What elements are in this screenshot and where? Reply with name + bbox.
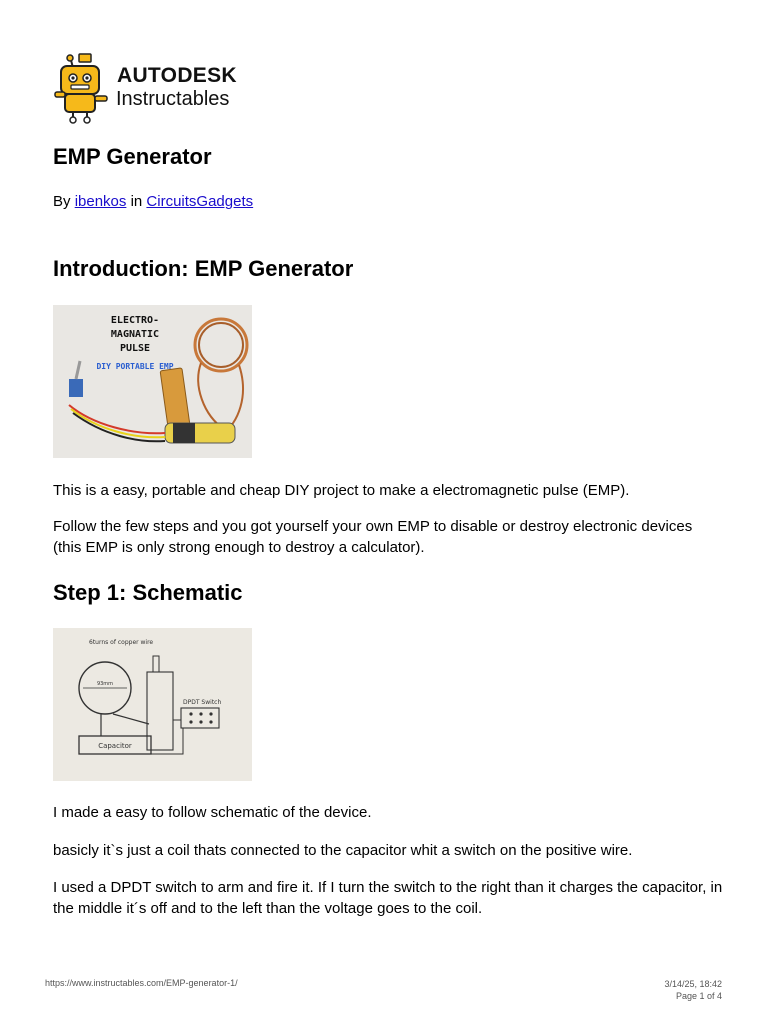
intro-paragraph-2: Follow the few steps and you got yourself your own EMP to disable or destroy electronic devices (this EMP is only strong enough to destroy a calculator).	[53, 518, 693, 556]
brand-autodesk: AUTODESK	[117, 64, 237, 87]
author-link[interactable]: ibenkos	[74, 193, 127, 210]
intro-heading: Introduction: EMP Generator	[53, 256, 354, 281]
intro-photo-text-2: MAGNATIC	[110, 329, 160, 340]
byline	[53, 193, 253, 210]
schematic-switch-label: DPDT Switch	[183, 699, 222, 706]
byline-in: in	[130, 193, 143, 210]
step1-paragraph-2: basicly it`s just a coil thats connected to the capacitor whit a switch on the positive wire.	[53, 842, 633, 859]
instructables-robot-logo[interactable]	[51, 52, 123, 124]
intro-photo-text-4: DIY PORTABLE EMP	[96, 362, 174, 371]
step1-schematic-image	[53, 628, 252, 781]
intro-photo-text-3: PULSE	[119, 343, 151, 354]
schematic-capacitor-label: Capacitor	[98, 742, 132, 750]
category-link[interactable]: CircuitsGadgets	[146, 193, 254, 210]
intro-photo-emp-device	[53, 305, 252, 458]
schematic-diameter-label: 93mm	[96, 681, 114, 687]
footer-url: https://www.instructables.com/EMP-generator-1/	[45, 978, 238, 988]
page-title: EMP Generator	[53, 144, 212, 169]
step1-paragraph-3: I used a DPDT switch to arm and fire it. If I turn the switch to the right than it charges the capacitor, in the middle it´s off and to the left than the voltage goes to the coil.	[53, 879, 723, 917]
intro-photo-text-1: ELECTRO-	[110, 315, 160, 326]
footer-datetime: 3/14/25, 18:42	[664, 979, 722, 989]
byline-by: By	[53, 193, 71, 210]
step1-paragraph-1: I made a easy to follow schematic of the device.	[53, 804, 372, 821]
step1-heading: Step 1: Schematic	[53, 580, 243, 605]
brand-instructables: Instructables	[116, 88, 230, 110]
footer-page-number: Page 1 of 4	[675, 991, 722, 1001]
schematic-coil-label: 6turns of copper wire	[89, 639, 154, 646]
footer-meta	[664, 978, 722, 1002]
intro-paragraph-1: This is a easy, portable and cheap DIY project to make a electromagnetic pulse (EMP).	[53, 482, 630, 499]
